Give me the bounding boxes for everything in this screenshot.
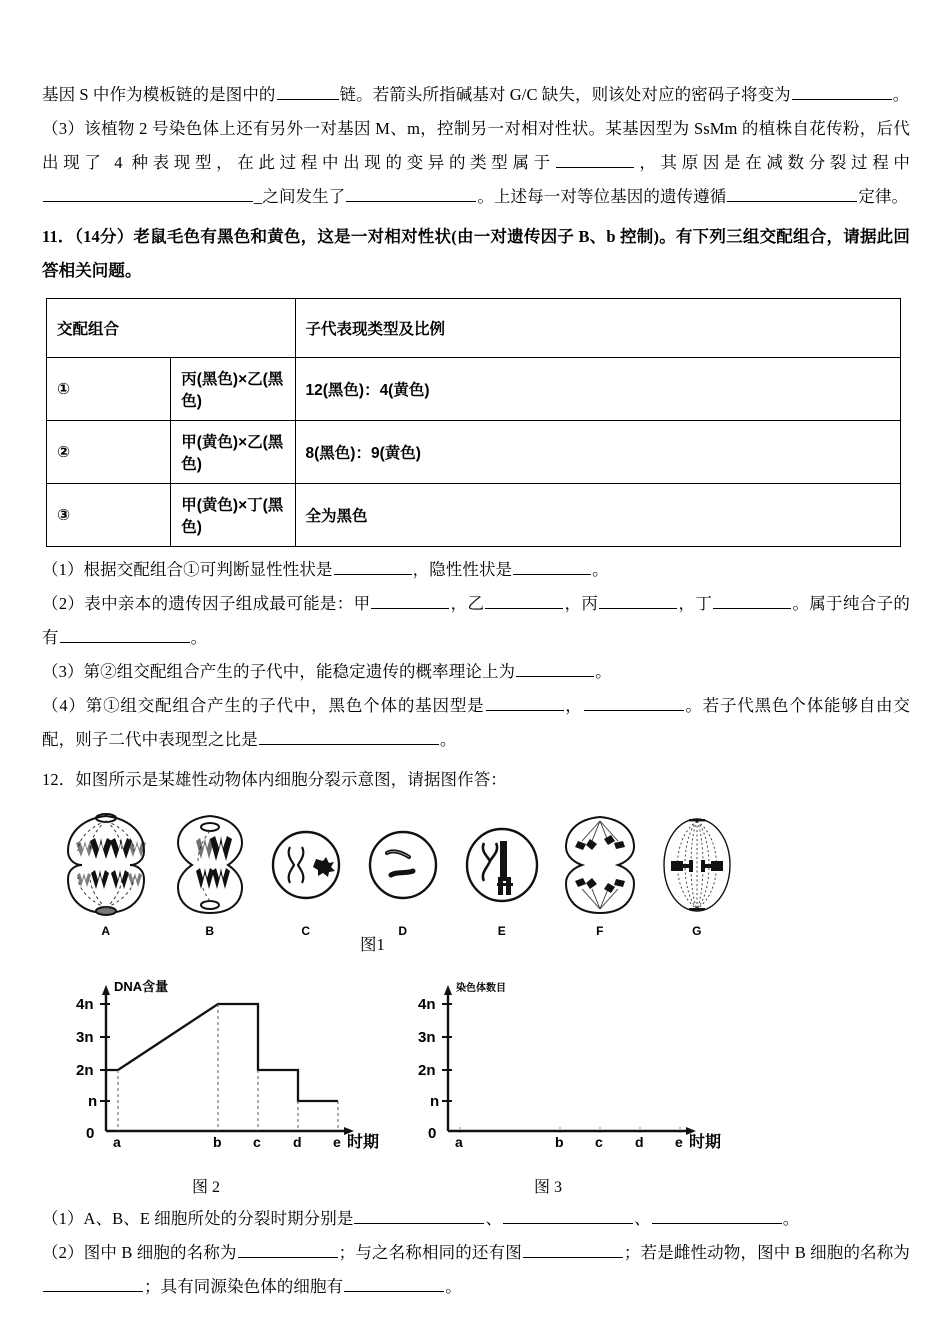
q11-score: （14分）: [74, 227, 134, 246]
q11-stem: [42, 220, 910, 288]
page-content: [42, 78, 910, 1304]
q12-sub2-d: ；具有同源染色体的细胞有: [144, 1277, 344, 1296]
table-header-cross: 交配组合: [47, 299, 296, 358]
fig3-ytick-3n: 3n: [418, 1029, 436, 1046]
cell-E-drawing: [462, 813, 542, 917]
answer-blank[interactable]: [599, 593, 677, 609]
q11-sub3-a: （3）第②组交配组合产生的子代中，能稳定遗传的概率理论上为: [42, 662, 516, 681]
q11-sub2-b: ，乙: [450, 594, 485, 613]
q11-sub1: [42, 553, 910, 587]
fig3-xtick-a: a: [455, 1134, 463, 1150]
q12-sub1-b: 、: [485, 1209, 503, 1228]
q12-sub2: [42, 1236, 910, 1304]
q10-line1-text-c: 。: [892, 85, 910, 104]
fig2-xtick-b: b: [213, 1134, 222, 1150]
q12-sub1-d: 。: [782, 1209, 800, 1228]
table-body: [47, 299, 901, 547]
row-cross: 丙(黑色)×乙(黑色): [171, 358, 295, 421]
answer-blank[interactable]: [354, 1208, 484, 1224]
q11-sub3: [42, 655, 910, 689]
row-cross: 甲(黄色)×丁(黑色): [171, 484, 295, 547]
q12-subquestions: [42, 1202, 910, 1304]
answer-blank[interactable]: [584, 695, 684, 711]
fig3-ytick-n: n: [430, 1093, 440, 1110]
q11-number: 11．: [42, 227, 75, 246]
fig2-ytick-0: 0: [86, 1125, 95, 1142]
answer-blank[interactable]: [371, 593, 449, 609]
figure-3-chart: [408, 971, 728, 1161]
answer-blank[interactable]: [60, 627, 190, 643]
q11-sub4-b: ，: [564, 696, 583, 715]
fig2-ytick-4n: 4n: [76, 996, 94, 1013]
fig3-xtick-c: c: [595, 1134, 603, 1150]
cell-C-drawing: [268, 813, 344, 917]
answer-blank[interactable]: [485, 593, 563, 609]
answer-blank[interactable]: [277, 84, 339, 100]
q12-sub2-c: ；若是雌性动物，图中 B 细胞的名称为: [623, 1243, 911, 1262]
fig3-xtick-e: e: [675, 1134, 683, 1150]
answer-blank[interactable]: [556, 152, 634, 168]
row-result: 8(黑色)：9(黄色): [295, 421, 901, 484]
answer-blank[interactable]: [238, 1242, 338, 1258]
q10-line1-text-b: 链。若箭头所指碱基对 G/C 缺失，则该处对应的密码子将变为: [339, 85, 791, 104]
row-index: ①: [47, 358, 171, 421]
figure-2-3-row: [52, 971, 752, 1196]
table-header-row: [47, 299, 901, 358]
figure-1: [60, 813, 702, 954]
figure-2: [66, 971, 386, 1197]
q11-sub4-d: 。: [439, 730, 457, 749]
row-index: ②: [47, 421, 171, 484]
q12-sub1: [42, 1202, 910, 1236]
answer-blank[interactable]: [486, 695, 564, 711]
fig2-ytick-n: n: [88, 1093, 98, 1110]
cell-F-drawing: [560, 813, 640, 917]
q12-sub2-a: （2）图中 B 细胞的名称为: [42, 1243, 237, 1262]
table-row: [47, 358, 901, 421]
q11-sub2-f: 。: [190, 628, 208, 647]
fig3-xtick-d: d: [635, 1134, 644, 1150]
cell-label-A: A: [101, 924, 111, 938]
q11-sub2: [42, 587, 910, 655]
fig2-xtick-a: a: [113, 1134, 121, 1150]
q11-sub2-a: （2）表中亲本的遗传因子组成最可能是：甲: [42, 594, 371, 613]
cell-label-B: B: [205, 924, 215, 938]
q11-sub2-e: 。属于纯合子的有: [42, 594, 910, 647]
q10-line2-text-a: （3）该植物 2 号染色体上还有另外一对基因 M、m，控制另一对相对性状。某基因型为 SsMm 的植株自花传粉，后代出现了 4 种表现型，在此过程中出现的变异的类型属于: [42, 119, 910, 172]
q11-sub2-d: ，丁: [678, 594, 713, 613]
row-cross: 甲(黄色)×乙(黑色): [171, 421, 295, 484]
q12-sub1-a: （1）A、B、E 细胞所处的分裂时期分别是: [42, 1209, 354, 1228]
q11-sub2-c: ，丙: [564, 594, 599, 613]
row-result: 12(黑色)：4(黄色): [295, 358, 901, 421]
answer-blank[interactable]: [346, 186, 476, 202]
cell-A-drawing: [60, 813, 152, 917]
fig2-xtick-d: d: [293, 1134, 302, 1150]
q12-stem: [42, 763, 910, 797]
answer-blank[interactable]: [792, 84, 892, 100]
answer-blank[interactable]: [259, 729, 439, 745]
q12-stem-text: 如图所示是某雄性动物体内细胞分裂示意图，请据图作答：: [75, 770, 507, 789]
q11-sub4-c: 。若子代黑色个体能够自由交配，则子二代中表现型之比是: [42, 696, 910, 749]
row-result: 全为黑色: [295, 484, 901, 547]
answer-blank[interactable]: [334, 559, 412, 575]
fig2-ytick-3n: 3n: [76, 1029, 94, 1046]
q10-line2-text-d: 。上述每一对等位基因的遗传遵循: [477, 187, 727, 206]
cell-diagram-C: [268, 813, 344, 938]
fig3-x-axis-title: 时期: [689, 1134, 722, 1151]
answer-blank[interactable]: [344, 1276, 444, 1292]
fig2-x-axis-title: 时期: [347, 1134, 380, 1151]
q12-sub2-b: ；与之名称相同的还有图: [338, 1243, 522, 1262]
answer-blank[interactable]: [43, 186, 253, 202]
fig2-xtick-c: c: [253, 1134, 261, 1150]
q11-sub4-a: （4）第①组交配组合产生的子代中，黑色个体的基因型是: [42, 696, 485, 715]
q11-sub1-c: 。: [592, 560, 609, 579]
cell-diagram-D: [365, 813, 441, 938]
cell-label-F: F: [596, 924, 604, 938]
table-row: [47, 421, 901, 484]
fig3-ytick-4n: 4n: [418, 996, 436, 1013]
answer-blank[interactable]: [513, 559, 591, 575]
cell-diagram-G: [657, 813, 737, 938]
cell-diagram-B: [172, 813, 248, 938]
q10-line2-text-e: 定律。: [858, 187, 909, 206]
figure-3-caption: 图 3: [533, 1179, 562, 1196]
fig3-y-axis-title: 染色体数目: [456, 983, 506, 994]
figure-1-caption: 图1: [360, 935, 385, 954]
q10-line2-text-b: ，其原因是在减数分裂过程中: [634, 153, 910, 172]
q11-sub1-a: （1）根据交配组合①可判断显性性状是: [42, 560, 333, 579]
fig3-xtick-b: b: [555, 1134, 564, 1150]
q11-sub4: [42, 689, 910, 757]
table-row: [47, 484, 901, 547]
q12-sub1-c: 、: [634, 1209, 651, 1228]
table-header-result: 子代表现类型及比例: [295, 299, 901, 358]
answer-blank[interactable]: [503, 1208, 633, 1224]
cell-label-G: G: [692, 924, 702, 938]
q12-number: 12．: [42, 770, 76, 789]
fig3-ytick-0: 0: [428, 1125, 437, 1142]
cell-label-C: C: [301, 924, 311, 938]
cell-D-drawing: [365, 813, 441, 917]
answer-blank[interactable]: [652, 1208, 782, 1224]
figure-2-chart: [66, 971, 386, 1161]
q10-line2: [42, 112, 910, 214]
q10-line2-text-c: _之间发生了: [254, 187, 346, 206]
fig2-xtick-e: e: [333, 1134, 341, 1150]
q10-line1-text-a: 基因 S 中作为模板链的是图中的: [42, 85, 276, 104]
cell-label-D: D: [398, 924, 408, 938]
fig3-ytick-2n: 2n: [418, 1062, 436, 1079]
cross-combination-table: [46, 298, 901, 547]
q11-sub1-b: ，隐性性状是: [412, 560, 513, 579]
cell-B-drawing: [172, 813, 248, 917]
q11-stem-text: 老鼠毛色有黑色和黄色，这是一对相对性状(由一对遗传因子 B、b 控制)。有下列三组交配组合，请据此回答相关问题。: [42, 227, 911, 280]
answer-blank[interactable]: [727, 186, 857, 202]
answer-blank[interactable]: [713, 593, 791, 609]
q12-sub2-e: 。: [445, 1277, 462, 1296]
figure-2-caption: 图 2: [191, 1179, 220, 1196]
fig2-ytick-2n: 2n: [76, 1062, 94, 1079]
q10-line1: [42, 78, 910, 112]
answer-blank[interactable]: [516, 661, 594, 677]
cell-label-E: E: [497, 924, 507, 938]
cell-G-drawing: [657, 813, 737, 917]
cell-diagram-E: [462, 813, 542, 938]
fig2-y-axis-title: DNA含量: [114, 979, 169, 994]
answer-blank[interactable]: [43, 1276, 143, 1292]
answer-blank[interactable]: [523, 1242, 623, 1258]
cell-diagram-F: [560, 813, 640, 938]
figure-3: [408, 971, 728, 1197]
cell-diagram-A: [60, 813, 152, 938]
q11-sub3-b: 。: [595, 662, 612, 681]
row-index: ③: [47, 484, 171, 547]
